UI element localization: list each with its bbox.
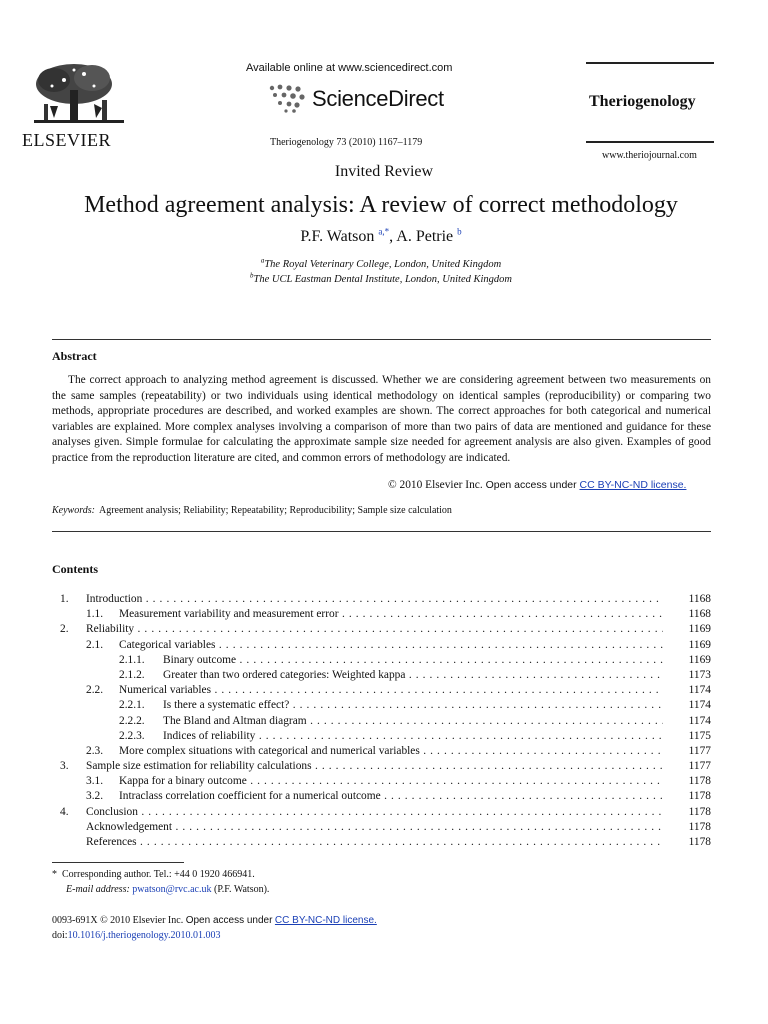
author-line [0, 228, 762, 246]
article-type: Invited Review [334, 163, 434, 180]
toc-entry[interactable]: 4. Conclusion . . . 1178 [52, 805, 711, 820]
toc-entry[interactable]: Acknowledgement . . . 1178 [52, 820, 711, 835]
doi-line: doi:10.1016/j.theriogenology.2010.01.003 [52, 930, 221, 941]
toc-entry[interactable]: 1. Introduction . . . 1168 [52, 592, 711, 607]
journal-url[interactable]: www.theriojournal.com [602, 150, 697, 161]
toc-entry[interactable]: 2.2.2. The Bland and Altman diagram . . . 1174 [52, 714, 711, 729]
journal-bottom-rule [586, 141, 714, 143]
toc-entry[interactable]: 2.1.2. Greater than two ordered categories: Weighted kappa . . . 1173 [52, 668, 711, 683]
toc-entry[interactable]: 3. Sample size estimation for reliability calculations . . . 1177 [52, 759, 711, 774]
keywords [52, 505, 452, 516]
author-watson: P.F. Watson [300, 228, 375, 245]
publisher-name: ELSEVIER [22, 130, 111, 150]
affiliation-b: $^b$The UCL Eastman Dental Institute, London, United Kingdom [249, 271, 513, 285]
author-petrie-affil-link[interactable]: b [457, 226, 462, 237]
article-title: Method agreement analysis: A review of correct methodology [84, 192, 678, 218]
toc-entry[interactable]: 2.1. Categorical variables . . . 1169 [52, 638, 711, 653]
email-note: E-mail address: pwatson@rvc.ac.uk (P.F. Watson). [66, 884, 270, 895]
table-of-contents [52, 592, 711, 850]
journal-citation: Theriogenology 73 (2010) 1167–1179 [270, 137, 423, 148]
abstract-bottom-rule [52, 531, 711, 532]
available-online-text[interactable]: Available online at www.sciencedirect.com [246, 62, 453, 74]
affiliation-a: $^a$The Royal Veterinary College, London, United Kingdom [260, 256, 502, 270]
author-separator: , [389, 228, 397, 245]
doi-link[interactable]: 10.1016/j.theriogenology.2010.01.003 [67, 930, 221, 941]
abstract-heading: Abstract [52, 349, 97, 363]
contents-heading: Contents [52, 562, 99, 576]
toc-entry[interactable]: 3.2. Intraclass correlation coefficient for a numerical outcome . . . 1178 [52, 789, 711, 804]
toc-entry[interactable]: References . . . 1178 [52, 835, 711, 850]
journal-top-rule [586, 62, 714, 64]
sciencedirect-dots-icon [264, 82, 310, 114]
issn-line: 0093-691X © 2010 Elsevier Inc. Open access under CC BY-NC-ND license. [52, 915, 377, 926]
toc-entry[interactable]: 1.1. Measurement variability and measurement error . . . 1168 [52, 607, 711, 622]
toc-entry[interactable]: 2.2. Numerical variables . . . 1174 [52, 683, 711, 698]
author-petrie: A. Petrie [396, 228, 454, 245]
author-watson-affil-link[interactable]: a,* [378, 226, 390, 237]
toc-entry[interactable]: 2. Reliability . . . 1169 [52, 622, 711, 637]
abstract-text: The correct approach to analyzing method agreement is discussed. Whether we are considering agreement between two measurements on the same samples (repeatability) or two individuals using identical methodology on identical samples (reproducibility) or comparing two methods, appropriate procedures are described, and worked examples are shown. The correct approaches for both categorical and numerical variables are explained. More complex analyses involving a comparison of more than two pairs of data are mentioned and guidance for these analyses given. Simple formulae for calculating the approximate sample size needed for agreement analysis are also given. Examples of good practice from the reproduction literature are cited, and common errors of methodology are indicated. [52, 374, 711, 464]
affiliations [0, 257, 762, 287]
license-link-footer[interactable]: CC BY-NC-ND license. [274, 915, 377, 926]
journal-name: Theriogenology [589, 93, 696, 110]
toc-entry[interactable]: 2.1.1. Binary outcome . . . 1169 [52, 653, 711, 668]
license-link[interactable]: CC BY-NC-ND license. [579, 479, 687, 491]
toc-entry[interactable]: 2.3. More complex situations with categorical and numerical variables . . . 1177 [52, 744, 711, 759]
keywords-text: Agreement analysis; Reliability; Repeatability; Reproducibility; Sample size calculation [98, 505, 452, 516]
abstract-copyright: © 2010 Elsevier Inc. Open access under CC BY-NC-ND license. [388, 479, 687, 491]
corresponding-author-note: * Corresponding author. Tel.: +44 0 1920 466941. [52, 869, 255, 880]
abstract-top-rule [52, 339, 711, 340]
toc-entry[interactable]: 2.2.1. Is there a systematic effect? . . . 1174 [52, 698, 711, 713]
keywords-label: Keywords: [52, 505, 95, 516]
author-email-link[interactable]: pwatson@rvc.ac.uk [132, 884, 212, 895]
footnote-rule [52, 862, 184, 863]
toc-entry[interactable]: 2.2.3. Indices of reliability . . . 1175 [52, 729, 711, 744]
sciencedirect-wordmark[interactable]: ScienceDirect [312, 86, 444, 111]
toc-entry[interactable]: 3.1. Kappa for a binary outcome . . . 1178 [52, 774, 711, 789]
